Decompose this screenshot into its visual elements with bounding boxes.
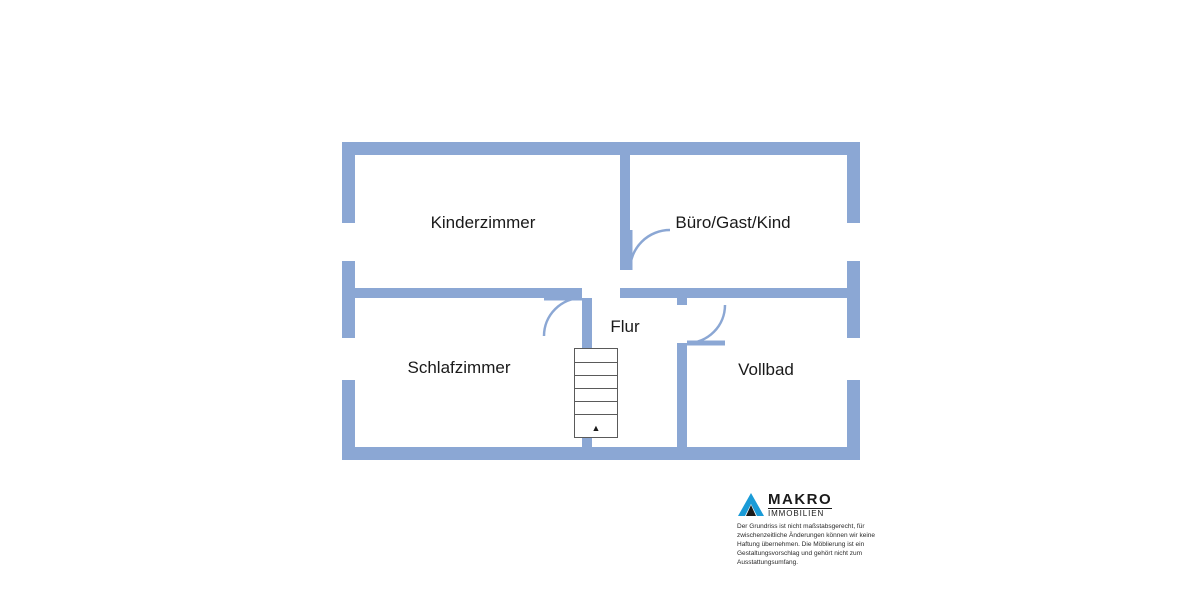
triangle-a-mark-icon bbox=[737, 492, 765, 518]
room-label-flur: Flur bbox=[610, 317, 640, 336]
room-label-buero-gast-kind: Büro/Gast/Kind bbox=[675, 213, 791, 232]
stair-direction-icon: ▲ bbox=[591, 423, 601, 433]
room-label-kinderzimmer: Kinderzimmer bbox=[430, 213, 536, 232]
logo-subtitle: IMMOBILIEN bbox=[768, 509, 825, 518]
room-label-vollbad: Vollbad bbox=[738, 360, 794, 379]
logo-name: MAKRO bbox=[768, 491, 833, 508]
branding-block bbox=[737, 492, 887, 572]
disclaimer-text: Der Grundriss ist nicht maßstabsgerecht, für zwischenzeitliche Änderungen können wir keine Haftung übernehmen. Die Möblierung ist ein Gestaltungsvorschlag und gehört nicht zum Ausstattungsumfang. bbox=[737, 523, 876, 566]
staircase bbox=[574, 348, 618, 438]
room-label-schlafzimmer: Schlafzimmer bbox=[407, 358, 511, 377]
floor-plan bbox=[342, 142, 860, 460]
